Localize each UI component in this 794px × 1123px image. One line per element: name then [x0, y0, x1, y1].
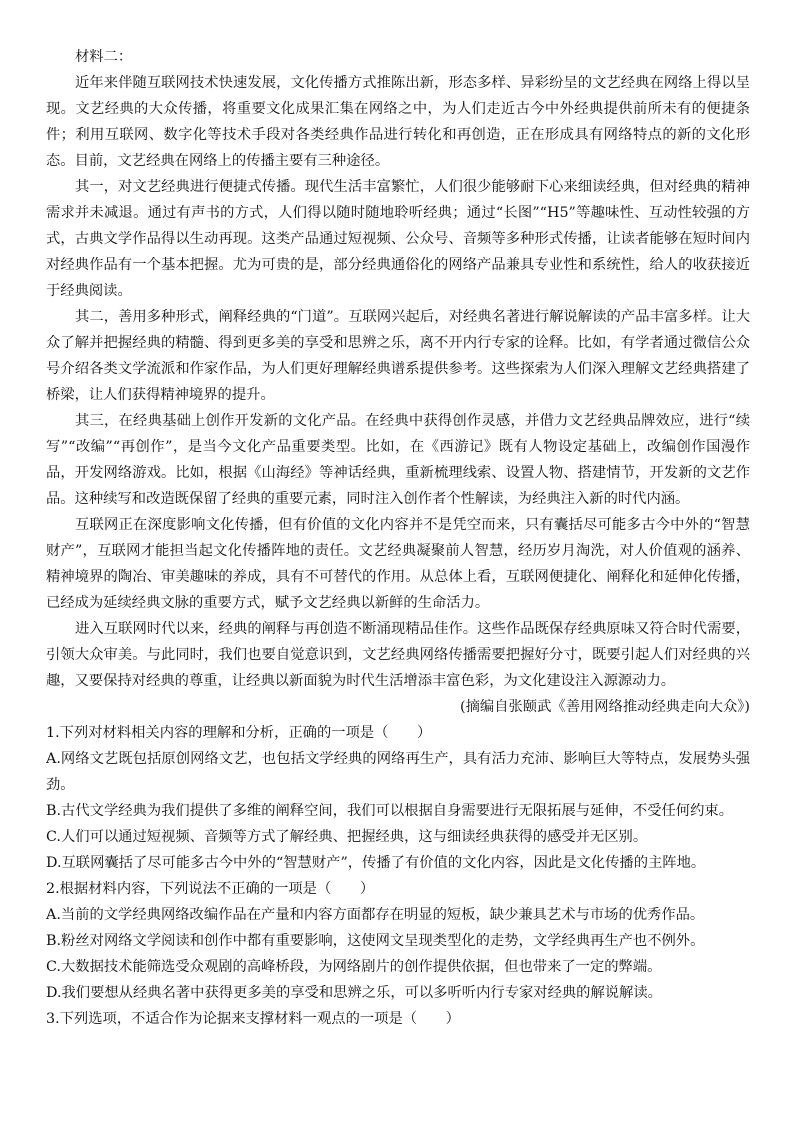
question-2-option-b: B.粉丝对网络文学阅读和创作中都有重要影响，这使网文呈现类型化的走势，文学经典再生产也不例外。 [46, 933, 705, 949]
question-3-stem: 3.下列选项，不适合作为论据来支撑材料一观点的一项是（ ） [46, 1011, 460, 1027]
material-paragraph-4: 其三，在经典基础上创作开发新的文化产品。在经典中获得创作灵感，并借力文艺经典品牌效应，进行“续写”“改编”“再创作”，是当今文化产品重要类型。比如，在《西游记》既有人物设定基础上，改编创作国漫作品，开发网络游戏。比如，根据《山海经》等神话经典，重新梳理线索、设置人物、搭建情节，开发新的文艺作品。这种续写和改造既保留了经典的重要元素，同时注入创作者个性解读，为经典注入新的时代内涵。 [46, 413, 750, 507]
document-page [46, 44, 750, 1032]
question-2-option-a: A.当前的文学经典网络改编作品在产量和内容方面都存在明显的短板，缺少兼具艺术与市场的优秀作品。 [46, 907, 705, 923]
question-2-option-d: D.我们要想从经典名著中获得更多美的享受和思辨之乐，可以多听听内行专家对经典的解说解读。 [46, 985, 662, 1001]
material-paragraph-5: 互联网正在深度影响文化传播，但有价值的文化内容并不是凭空而来，只有囊括尽可能多古今中外的“智慧财产”，互联网才能担当起文化传播阵地的责任。文艺经典凝聚前人智慧，经历岁月淘洗，对人价值观的涵养、精神境界的陶冶、审美趣味的养成，具有不可替代的作用。从总体上看，互联网便捷化、阐释化和延伸化传播，已经成为延续经典文脉的重要方式，赋予文艺经典以新鲜的生命活力。 [46, 517, 750, 611]
material-paragraph-2: 其一，对文艺经典进行便捷式传播。现代生活丰富繁忙，人们很少能够耐下心来细读经典，但对经典的精神需求并未减退。通过有声书的方式，人们得以随时随地聆听经典；通过“长图”“H5”等趣味性、互动性较强的方式，古典文学作品得以生动再现。这类产品通过短视频、公众号、音频等多种形式传播，让读者能够在短时间内对经典作品有一个基本把握。尤为可贵的是，部分经典通俗化的网络产品兼具专业性和系统性，给人的收获接近于经典阅读。 [46, 179, 750, 299]
question-1-option-b: B.古代文学经典为我们提供了多维的阐释空间，我们可以根据自身需要进行无限拓展与延伸，不受任何约束。 [46, 803, 733, 819]
question-1-option-c: C.人们可以通过短视频、音频等方式了解经典、把握经典，这与细读经典获得的感受并无区别。 [46, 829, 648, 845]
material-paragraph-6: 进入互联网时代以来，经典的阐释与再创造不断涌现精品佳作。这些作品既保存经典原味又符合时代需要，引领大众审美。与此同时，我们也要自觉意识到，文艺经典网络传播需要把握好分寸，既要引起人们对经典的兴趣，又要保持对经典的尊重，让经典以新面貌为时代生活增添丰富色彩，为文化建设注入源源动力。 [46, 621, 750, 689]
material-paragraph-1: 近年来伴随互联网技术快速发展，文化传播方式推陈出新，形态多样、异彩纷呈的文艺经典在网络上得以呈现。文艺经典的大众传播，将重要文化成果汇集在网络之中，为人们走近古今中外经典提供前所未有的便捷条件；利用互联网、数字化等技术手段对各类经典作品进行转化和再创造，正在形成具有网络特点的新的文化形态。目前，文艺经典在网络上的传播主要有三种途径。 [46, 75, 750, 169]
material-heading: 材料二： [75, 49, 133, 65]
question-1-stem: 1.下列对材料相关内容的理解和分析，正确的一项是（ ） [46, 725, 432, 741]
question-1-option-d: D.互联网囊括了尽可能多古今中外的“智慧财产”，传播了有价值的文化内容，因此是文化传播的主阵地。 [46, 855, 706, 871]
question-2-option-c: C.大数据技术能筛选受众观剧的高峰桥段，为网络剧片的创作提供依据，但也带来了一定的弊端。 [46, 959, 662, 975]
material-source: (摘编自张颐武《善用网络推动经典走向大众》) [460, 699, 750, 715]
question-2-stem: 2.根据材料内容，下列说法不正确的一项是（ ） [46, 881, 375, 897]
question-1-option-a: A.网络文艺既包括原创网络文艺，也包括文学经典的网络再生产，具有活力充沛、影响巨大等特点，发展势头强劲。 [46, 751, 750, 793]
material-paragraph-3: 其二，善用多种形式，阐释经典的“门道”。互联网兴起后，对经典名著进行解说解读的产品丰富多样。让大众了解并把握经典的精髓、得到更多美的享受和思辨之乐，离不开内行专家的诠释。比如，有学者通过微信公众号介绍各类文学流派和作家作品，为人们更好理解经典谱系提供参考。这些探索为人们深入理解文艺经典搭建了桥梁，让人们获得精神境界的提升。 [46, 309, 750, 403]
